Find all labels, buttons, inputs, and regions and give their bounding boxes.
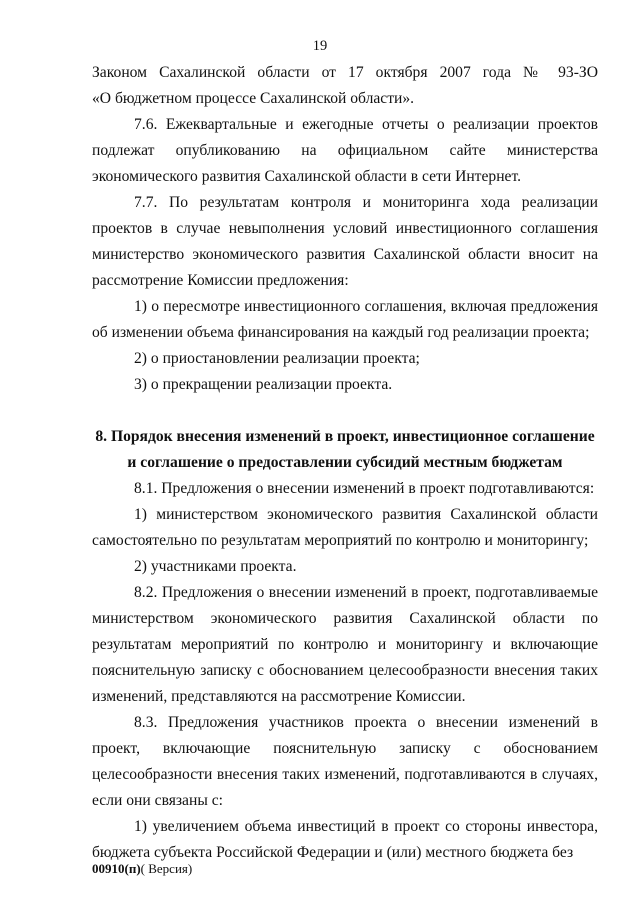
text-line: Законом Сахалинской области от 17 октября 2007 года № 93-ЗО xyxy=(92,64,598,81)
version-label: ( Версия) xyxy=(140,861,193,876)
document-code: 00910(п) xyxy=(92,861,141,876)
list-item-8-1-2: 2) участниками проекта. xyxy=(134,558,297,575)
list-item-8-3-1: 1) увеличением объема инвестиций в проект со стороны инвестора, бюджета субъекта Российской Федерации и (или) местного бюджета без xyxy=(92,818,598,861)
list-item-8-1-1: 1) министерством экономического развития Сахалинской области самостоятельно по результатам мероприятий по контролю и мониторингу; xyxy=(92,506,598,549)
list-item-7-7-2: 2) о приостановлении реализации проекта; xyxy=(134,350,420,367)
section-heading-line-2: и соглашение о предоставлении субсидий местным бюджетам xyxy=(127,454,563,471)
section-heading-line-1: 8. Порядок внесения изменений в проект, инвестиционное соглашение xyxy=(95,428,595,445)
paragraph-8-3: 8.3. Предложения участников проекта о внесении изменений в проект, включающие пояснительную записку с обоснованием целесообразности внесения таких изменений, подготавливаются в случаях, если они связаны с: xyxy=(92,714,598,809)
document-body xyxy=(92,60,598,866)
spacer xyxy=(92,398,598,424)
paragraph-law-reference xyxy=(92,60,598,112)
document-footer xyxy=(92,861,192,877)
page-number: 19 xyxy=(312,38,328,54)
list-item-7-7-1: 1) о пересмотре инвестиционного соглашения, включая предложения об изменении объема финансирования на каждый год реализации проекта; xyxy=(92,298,598,341)
paragraph-8-2: 8.2. Предложения о внесении изменений в проект, подготавливаемые министерством экономического развития Сахалинской области по результатам мероприятий по контролю и мониторингу и включающие пояснительную записку с обоснованием целесообразности внесения таких изменений, представляются на рассмотрение Комиссии. xyxy=(92,584,598,705)
text-line: «О бюджетном процессе Сахалинской области». xyxy=(92,90,415,107)
paragraph-7-7: 7.7. По результатам контроля и мониторинга хода реализации проектов в случае невыполнения условий инвестиционного соглашения министерство экономического развития Сахалинской области вносит на рассмотрение Комиссии предложения: xyxy=(92,194,598,289)
paragraph-8-1: 8.1. Предложения о внесении изменений в проект подготавливаются: xyxy=(134,480,595,497)
list-item-7-7-3: 3) о прекращении реализации проекта. xyxy=(134,376,393,393)
paragraph-7-6: 7.6. Ежеквартальные и ежегодные отчеты о реализации проектов подлежат опубликованию на официальном сайте министерства экономического развития Сахалинской области в сети Интернет. xyxy=(92,116,598,185)
